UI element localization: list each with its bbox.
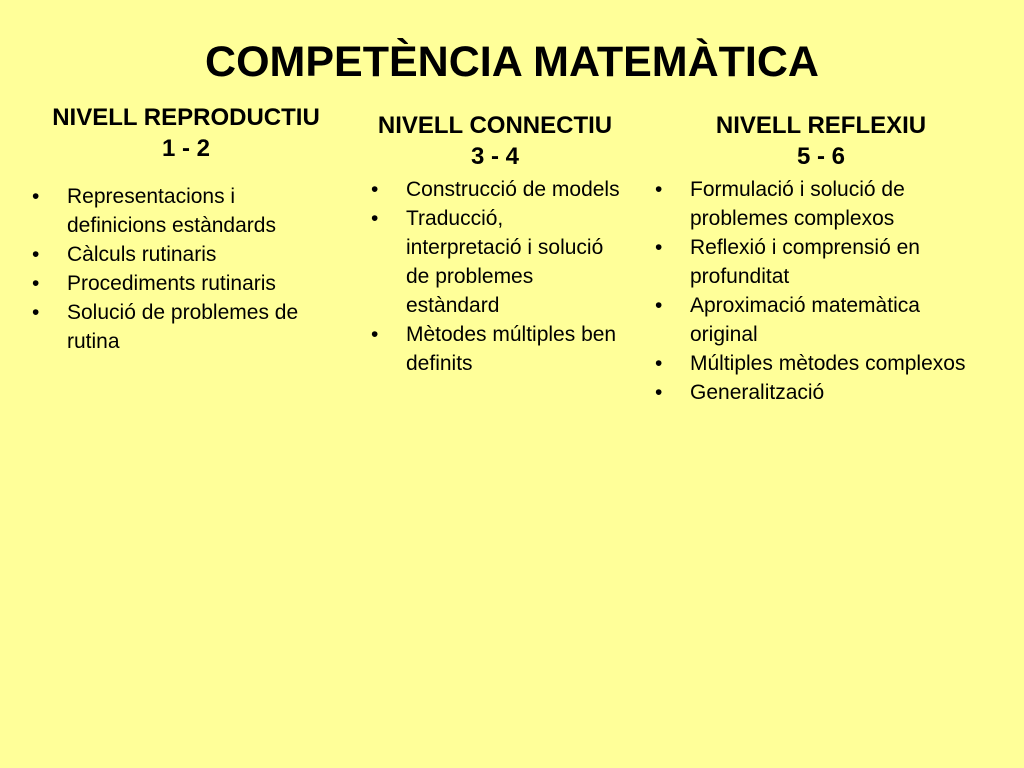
bullet-list-reflexiu <box>653 175 988 407</box>
level-range: 5 - 6 <box>796 143 846 170</box>
list-item <box>653 349 988 378</box>
list-item <box>653 233 988 291</box>
list-item <box>30 298 330 356</box>
list-item-text: Construcció de models <box>406 178 620 201</box>
list-item-text: Càlculs rutinaris <box>67 243 217 266</box>
column-reflexiu <box>640 110 1002 172</box>
list-item <box>369 175 624 204</box>
list-item-text: Aproximació matemàtica original <box>690 294 920 346</box>
column-heading <box>356 110 634 172</box>
bullet-icon: • <box>371 207 379 230</box>
column-reproductiu <box>28 102 344 164</box>
list-item <box>369 204 624 320</box>
level-name: NIVELL CONNECTIU <box>377 112 613 139</box>
list-item-text: Múltiples mètodes complexos <box>690 352 966 375</box>
list-item <box>30 182 330 240</box>
bullet-icon: • <box>32 243 40 266</box>
bullet-icon: • <box>655 178 663 201</box>
bullet-icon: • <box>371 178 379 201</box>
list-item <box>30 269 330 298</box>
bullet-icon: • <box>32 301 40 324</box>
bullet-icon: • <box>655 381 663 404</box>
column-heading <box>640 110 1002 172</box>
list-item-text: Formulació i solució de problemes complexos <box>690 178 905 230</box>
list-item <box>653 175 988 233</box>
bullet-icon: • <box>371 323 379 346</box>
list-item-text: Traducció, interpretació i solució de problemes estàndard <box>406 207 604 317</box>
list-item-text: Procediments rutinaris <box>67 272 276 295</box>
slide-title: COMPETÈNCIA MATEMÀTICA <box>205 38 819 86</box>
bullet-icon: • <box>32 272 40 295</box>
list-item-text: Solució de problemes de rutina <box>67 301 299 353</box>
list-item-text: Reflexió i comprensió en profunditat <box>690 236 920 288</box>
level-name: NIVELL REFLEXIU <box>715 112 927 139</box>
bullet-icon: • <box>655 352 663 375</box>
list-item <box>653 291 988 349</box>
list-item <box>653 378 988 407</box>
list-item-text: Representacions i definicions estàndards <box>67 185 276 237</box>
bullet-list-reproductiu <box>30 182 330 356</box>
list-item-text: Mètodes múltiples ben definits <box>406 323 617 375</box>
list-item <box>30 240 330 269</box>
column-heading <box>28 102 344 164</box>
column-connectiu <box>356 110 634 172</box>
level-range: 1 - 2 <box>161 135 211 162</box>
level-name: NIVELL REPRODUCTIU <box>52 104 320 131</box>
level-range: 3 - 4 <box>470 143 520 170</box>
list-item <box>369 320 624 378</box>
bullet-list-connectiu <box>369 175 624 378</box>
bullet-icon: • <box>32 185 40 208</box>
list-item-text: Generalització <box>690 381 825 404</box>
bullet-icon: • <box>655 294 663 317</box>
bullet-icon: • <box>655 236 663 259</box>
